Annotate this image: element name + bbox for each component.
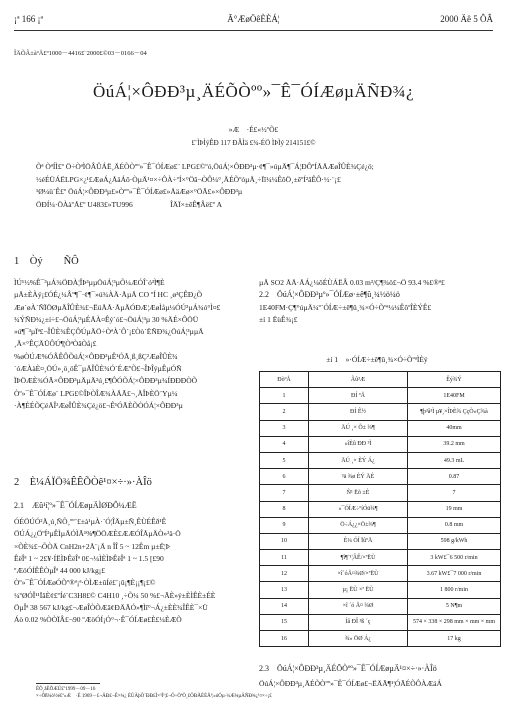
abstract-line: ½éÉÜÁËLPG×¿¹£ÆøÁ¿ÅäÁô·ÒµÄ¹¤×÷ÔÀ÷ºÍ×°Öã¬ÒÔ¼°¸ÄÉÕºóµÄ¸÷Ïî¼¼ÊõÖ¸±êºÍ²âÊÔ·½·¨¡£ bbox=[36, 174, 341, 184]
subsection-heading: 2.1 Æû¹í¦º»¯Ê¯ÓÍÆøµÄÌØÐÔ¼ÆË bbox=[14, 501, 137, 510]
table-cell: È¼ ÓÍ ÏûºÄ bbox=[309, 533, 408, 549]
table-cell: 8 bbox=[260, 501, 309, 517]
footnote bbox=[36, 687, 272, 700]
table-row bbox=[260, 436, 501, 452]
table-cell: ¾» ÖØ Á¿ bbox=[309, 631, 408, 647]
table-cell: 19 mm bbox=[408, 501, 501, 517]
table-header-cell: Êý¾Ý bbox=[408, 372, 501, 388]
body-line: ¼ºØÓÎ¹¹ÏâÈ¢£ºÍé¨C3H8£© C4H10 ¸÷Õ¼ 50 %£¬ÃÈ»ý±ÈÌÊÈ±ÉÈ bbox=[14, 590, 216, 600]
table-cell: 0.8 mm bbox=[408, 517, 501, 533]
body-line: ¸Ä×°ÊÇÄÜÔÚ¶¦ÒªÒâÒå¡£ bbox=[14, 339, 97, 349]
table-cell: 12 bbox=[260, 566, 309, 582]
table-cell: Íâ ÐÎ ³ß ´ç bbox=[309, 614, 408, 630]
table-cell: µ¡ ËÙ ×ª ËÙ bbox=[309, 582, 408, 598]
section-1-body bbox=[14, 277, 240, 412]
subsection-heading: 2.3 ÖúÁ¦×ÔÐÐ³µ¸ÄÉÕÒºº»¯Ê¯ÓÍÆøµÄ¹¤×÷·»·ÀÎö bbox=[259, 664, 437, 673]
body-line: ÓÉÖÚÓ²Ä¸ú¸ÑÕ¸ºº¨£±à¹µÀ·´Ó¦ÎÄµ±Ñ¸ÊÙÉÊð¹Ê bbox=[14, 517, 167, 526]
table-header-cell: ÐòºÅ bbox=[260, 372, 309, 388]
paper-title: ÖúÁ¦×ÔÐÐ³µ¸ÄÉÕÒºº»¯Ê¯ÓÍÆøµÄÑÐ¾¿ bbox=[92, 82, 415, 101]
body-line: ÖµÎª 38 567 kJ/kg£¬ÆøÎÒÕÆâ¢ÐÄÃÓ»¶Ìî°¬Á¿±ÈÈ¾ÎÊÈ¯×Ü bbox=[14, 603, 208, 613]
subsection-heading: 2.2 ÖúÁ¦×ÔÐÐ³µº»¯ÓÍÆø·±ê¶û¸¾½ö¼ö bbox=[259, 290, 400, 300]
page-number: ¡ª 166 ¡ª bbox=[14, 14, 43, 24]
section-2-1-body bbox=[14, 516, 240, 627]
table-cell: 4 bbox=[260, 436, 309, 452]
affiliation-line: £¨ÌÞÌýÊÐ 117 ÐÂÌä £¾-ÉÖ ÌÞÌý 214151£© bbox=[191, 139, 316, 147]
table-cell: 1 800 r/min bbox=[408, 582, 501, 598]
table-cell: ¶î¶¨¹¦ÂÊ/×ªËÙ bbox=[309, 550, 408, 566]
body-line: ´óÆÀàÈ¤¸ÖÚ»¸ö¸öÊ¯µÄÎÛÈ¾Ó´ÉÆºÕ£¬ÎÞÎýµÊµÓÑ bbox=[14, 364, 182, 374]
table-cell: 6 bbox=[260, 469, 309, 485]
table-cell: 1 bbox=[260, 388, 309, 404]
footnote-line: ÊÕ¸åÈÕÆÚ£º1999－09－16 bbox=[36, 687, 96, 692]
table-cell: 17 kg bbox=[408, 631, 501, 647]
table-row bbox=[260, 533, 501, 549]
table-cell: 49.3 mL bbox=[408, 452, 501, 468]
section-heading: 1 Òý ÑÔ bbox=[14, 256, 79, 267]
table-row bbox=[260, 469, 501, 485]
header-rule bbox=[14, 30, 493, 31]
table-row bbox=[260, 550, 501, 566]
table-row bbox=[260, 420, 501, 436]
table-row bbox=[260, 582, 501, 598]
table-cell: 3.67 kW£¯7 000 r/min bbox=[408, 566, 501, 582]
table-header-row bbox=[260, 372, 501, 388]
table-row bbox=[260, 598, 501, 614]
table-row bbox=[260, 404, 501, 420]
table-cell: ×î´óÅ¤¾Ø/×ªËÙ bbox=[309, 566, 408, 582]
table-cell: Ö÷Á¿¿×Ö±¾¶ bbox=[309, 517, 408, 533]
table-cell: 2 bbox=[260, 404, 309, 420]
body-line: 1E40FM·Ç¶°úµÄ¼º´ÓÍÆ÷±ê¶û¸¾×Ó÷Õºª¼¼ÊõºÎÈÝÊ£ bbox=[259, 302, 432, 312]
table-cell: 574 × 338 × 298 mm × mm × mm bbox=[408, 614, 501, 630]
journal-name: Ã°ÆøÖêÈÈÁ¦ bbox=[227, 14, 280, 24]
footnote-rule bbox=[36, 683, 100, 684]
table-cell: 40mm bbox=[408, 420, 501, 436]
table-row bbox=[260, 501, 501, 517]
table-cell: 0.87 bbox=[408, 469, 501, 485]
right-column-top bbox=[259, 277, 495, 326]
table-cell: ×î ´ó Å¤ ¾Ø bbox=[309, 598, 408, 614]
keywords-line: ¹Ø¼ü´Ê£º ÖúÁ¦×ÔÐÐ³µ£»Òºº»¯Ê¯ÓÍÆø£»ÅäÆø×°ÖÃ£»×ÔÐÐ³µ bbox=[36, 187, 243, 197]
body-line: %øÒÚÆ%ÓÂÊÔÕúÁ¦×ÔÐÐ³µÊ¹ÓÃ¸ß¸ßÇ²ÆøÎÛÈ¾ bbox=[14, 351, 178, 361]
section-heading: 2 È¼ÁÏÖ¾ÊÊÕÒê¹¤×÷·»·ÀÎö bbox=[14, 477, 152, 488]
section-2-3-body bbox=[259, 678, 495, 690]
table-cell: 7 bbox=[408, 485, 501, 501]
body-line: µÄ±ÈÀý¡£ÓÉ¿¼Âº¶¯·¢¶¯»ú¾ÀÄ·ÅµÄ CO ºÍ HC ¸ø³ÇÊÐ¿Õ bbox=[14, 290, 203, 300]
table-cell: 13 bbox=[260, 582, 309, 598]
table-cell: 1E40FM bbox=[408, 388, 501, 404]
table-row bbox=[260, 452, 501, 468]
table-cell: 16 bbox=[260, 631, 309, 647]
table-cell: 5 bbox=[260, 452, 309, 468]
body-line: ÌÚ¹½%Ê¯³µÁ¾ÖÐÀ¦ÎÞ³µµÖúÁ¦³µÕ¼ÆÓÎ´ó³Ì¶È bbox=[14, 278, 165, 287]
table-row bbox=[260, 388, 501, 404]
body-line: Æø´øÀ´ÑÏÖØµÄÎÛÈ¾£¬ËüÅÅ·ÅµÄÓÐÆ¦ÆøÌåµ¼ÓÚ³µÁ¾ó°Ì¤£ bbox=[14, 302, 221, 312]
body-line: ÖÚÁ¿¿ÖºÍ³µÊÌµÄÓÌÃ¹%¶ÖÖÆÈ£ÆÆÓÎÅµÄÒ»³ä·Ö bbox=[14, 529, 181, 539]
table-cell: ³ä ¾ø ÈÝ ÄÉ bbox=[309, 469, 408, 485]
table-cell: ÄÚ ¸× ÈÝ Á¿ bbox=[309, 452, 408, 468]
body-line: ÖúÁ¦×ÔÐÐ³µ¸ÄÉÕÒºº»¯Ê¯ÓÍÆø£¬ËÄÃ¶¹¦ÓÃÉÕÔÀÆáÁ bbox=[259, 679, 442, 688]
body-line: ·À¶ÈÉÕÇéÄÎ²ÆøÎÛÈ¾Çé¿ö£¬Ê¹ÓÃÈÕÒÓÁ¦×ÔÐÐ³µ bbox=[14, 400, 183, 410]
abstract-block bbox=[36, 161, 472, 211]
body-line: ¾ÝÑÐ¾¿±í÷£¬ÖúÁ¦³µÉÄÀ¤Êý´ó£¬ÖúÁ¦³µ 30 %ÄÉ×ÔÖÜ bbox=[14, 314, 199, 324]
table-cell: 15 bbox=[260, 614, 309, 630]
table-header-cell: Ãû³Æ bbox=[309, 372, 408, 388]
body-line: ×ÕÈ¾£¬ÕÒÄ CnH2n+2Å¨¡Ä n ÎÎ 5 ~ 12Êm µ±Ë¦Þ bbox=[14, 541, 170, 551]
body-line: Òº»¯Ê¯ÓÍÆøÓÕº®ª¡ª·ÒÌÆ±ûÍé£¨¡û¡¶È¡¡¶¡£© bbox=[14, 578, 156, 588]
table-row bbox=[260, 631, 501, 647]
body-line: »ú¶¯³µÏª£¬ÎÛÈ¾ÊÇÔÚµÄÖ÷ÒªÀ´Ô´¡£Òò´ËÑÐ¾¿ÖúÁ¦³µµÄ bbox=[14, 327, 204, 337]
table-cell: Ñ¹ Ëõ ±È bbox=[309, 485, 408, 501]
table-cell: 39.2 mm bbox=[408, 436, 501, 452]
table-cell: 9 bbox=[260, 517, 309, 533]
table-cell: 7 bbox=[260, 485, 309, 501]
table-row bbox=[260, 485, 501, 501]
table-cell: 3 bbox=[260, 420, 309, 436]
table-cell: 10 bbox=[260, 533, 309, 549]
table-cell: 11 bbox=[260, 550, 309, 566]
table-row bbox=[260, 566, 501, 582]
body-line: ÊëÎª 1 ~ 2£¥·ÍËÌÞÊëÎª 0£¬¼ÌÈÌÞÊëÎª 1 ~ 1.5 [£90 bbox=[14, 553, 164, 563]
body-line: Áò 0.02 %ÒÒÏÂ£¬90 ºÆöÓÍ¡Ó°¬·Ê¯ÓÍÆø£È£¼ÈÆÕ bbox=[14, 615, 182, 625]
table-cell: »îÈû ÐÐ ³Ì bbox=[309, 436, 408, 452]
table-cell: ÐÍ Ê½ bbox=[309, 404, 408, 420]
body-line: ±í 1 ËùÊ¾¡£ bbox=[259, 314, 298, 324]
body-line: µÄ SO2 ÅÅ·ÅÁ¿¼õÉÙÁËÂ 0.03 m³/Ç¶¾ö£¬Ö 93.4 %£®ª£ bbox=[259, 278, 445, 287]
table-row bbox=[260, 614, 501, 630]
table-cell: 3 kW£¯6 500 r/min bbox=[408, 550, 501, 566]
table-cell: 14 bbox=[260, 598, 309, 614]
table-cell: ¶þ³å³Ì µ¥¸×ÎÞÈ¾ ÇçÒ»Ç¾à bbox=[408, 404, 501, 420]
spec-table bbox=[259, 371, 501, 647]
footnote-line: ×÷Õß¼ò½é£º»Æ ·É 1969－£¬ÄÐ£¬Ê×¾¿ ÈÙÄþÖ´ÐÐ£Ì×³Ì¹¦£¬Ö÷ÒªÖ¸£ÖÐÃÈÈÃ¹¦»úÓµ·¼Æ¾µÄÑÐ¾¿¹¤×÷¡£ bbox=[36, 693, 272, 699]
table-cell: 5 N¶m bbox=[408, 598, 501, 614]
body-line: ºÆöÓÍÊÊÒµÎª 44 000 kJ/kg¡£ bbox=[14, 566, 105, 576]
table-caption: ±í 1 »·ÓÍÆ÷±ê¶û¸¾×Ó÷ÕºªÌÈý bbox=[326, 355, 428, 364]
author-line: »Æ ·É£«½ºÕ£ bbox=[228, 125, 279, 134]
body-line: ÏÞÖÆÈ¾ÓÃ×ÔÐÐ³µÄµÄ²ú¸£¶ÔÓÕÁ¦×ÔÐÐ³µ¾ÍÐÐÐÒÕ bbox=[14, 376, 198, 386]
table-cell: 598 g/kWh bbox=[408, 533, 501, 549]
article-number: ÎÄÕÂ±àºÅ£º1000－4416£¨2000£©03－0166－04 bbox=[14, 50, 147, 57]
table-cell: »¯ÓÍÆ÷ºíÓü¾¶ bbox=[309, 501, 408, 517]
table-cell: ÄÚ ¸× Õ± ¾¶ bbox=[309, 420, 408, 436]
body-line: Òº»¯Ê¯ÓÍÆø¨ LPG£©ÎÞÒÎÆ¾ÀÄÃ£¬¸ÄÎÞÈÖ¨Yµ¼ bbox=[14, 388, 178, 398]
classification-line: ÖÐÍ¼·ÖÀàºÅ£º U483£»TU996 ÎÄÏ×±êÊ¶Âë£º A bbox=[36, 199, 222, 209]
abstract-line: Õª ÒªÍÌ£º Ö÷ÒªÌÖÂÛÁË¸ÄÉÕÒºº»¯Ê¯ÓÍÆø£¨ LPG£©ºó,ÖúÁ¦×ÔÐÐ³µ·¢¶¯»úµÄ¶¯Á¦ÐÔºÍÅÅÆøÎÛÈ¾Çé¿ö; bbox=[36, 162, 374, 171]
issue-date: 2000 Äê 5 ÔÂ bbox=[440, 14, 493, 24]
table-row bbox=[260, 517, 501, 533]
table-cell: ÐÍ ºÅ bbox=[309, 388, 408, 404]
